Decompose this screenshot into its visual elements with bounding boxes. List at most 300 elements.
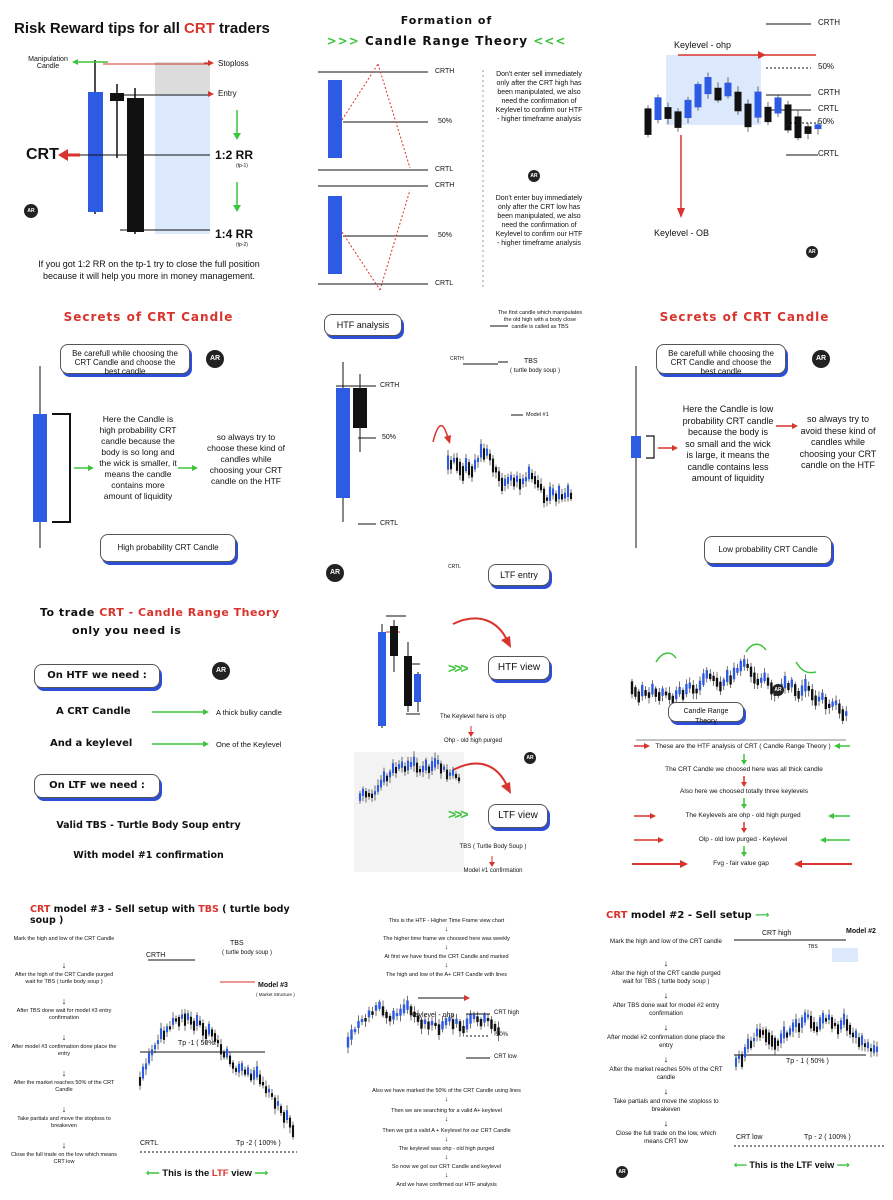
chevrons: >>> (448, 660, 467, 676)
keylevel-ob: Keylevel - OB (654, 228, 710, 238)
candle-body (235, 1068, 237, 1072)
candle-body (226, 1049, 228, 1058)
tp2-label: Tp - 2 ( 100% ) (804, 1134, 851, 1141)
htf-weekly-chart (298, 900, 595, 1200)
candle-body (410, 762, 412, 767)
candle-body (265, 1086, 267, 1093)
candle-body (450, 460, 452, 469)
candle-body (431, 1021, 433, 1025)
crth-label: CRTH (435, 68, 455, 75)
candle-body (403, 1005, 405, 1014)
formation-title-1: Formation of (400, 14, 493, 27)
htf-note: So now we got our CRT Candle and keylevel (391, 1164, 502, 1170)
tbs-sub: ( turtle body soup ) (510, 368, 561, 374)
step-text: After TBS done wait for model #2 entry confirmation (612, 1002, 720, 1017)
buy-note: Don't enter buy immediately only after the CRT low has been manipulated, we also need the confirmation of Keylevel to confirm our HTF - higher timeframe analysis (495, 195, 583, 247)
candle-body (175, 1018, 177, 1021)
candle-body (459, 462, 461, 475)
candle-body (199, 1021, 201, 1025)
candle-body (655, 97, 662, 120)
candle-body (744, 1047, 746, 1057)
candle-body (795, 1019, 797, 1027)
candle-body (675, 111, 682, 127)
candle-body (494, 1024, 496, 1031)
candle-body (561, 494, 563, 499)
keylevel-ohp: Keylevel - ohp (410, 1012, 455, 1019)
candle-body (870, 1048, 872, 1051)
avatar: AR (616, 1166, 628, 1178)
candle-body (434, 1023, 436, 1026)
candle-body (813, 1022, 815, 1031)
candle-body (232, 1062, 234, 1068)
sell-note: Don't enter sell immediately only after the CRT high has been manipulated, we also need the confirmation of Keylevel to confirm our HTF - higher timeframe analysis (495, 71, 583, 123)
candle-body (396, 1013, 398, 1016)
crt-low-label: CRT low (736, 1134, 763, 1141)
candle-body (365, 791, 367, 797)
trade-title-2: only you need is (72, 624, 182, 637)
title-crt: CRT (30, 904, 51, 915)
candle-body (513, 478, 515, 487)
candle-body (223, 1052, 225, 1058)
candle-body (420, 1020, 422, 1029)
candle-body (775, 97, 782, 113)
avatar: AR (206, 350, 224, 368)
candle-body (558, 486, 560, 499)
candle-body (392, 763, 394, 773)
candle-body (193, 1021, 195, 1031)
candle-body (738, 1056, 740, 1059)
candle-body (792, 1023, 794, 1032)
candle-body (434, 758, 436, 767)
htf-note: The keylevel was ohp - old high purged (398, 1146, 495, 1152)
candle-body (564, 493, 566, 499)
candle-body (469, 1014, 471, 1023)
candle-body (522, 478, 524, 484)
candle-body (447, 455, 449, 469)
candle-body (380, 780, 382, 787)
ohp-line1: The Keylevel here is ohp (439, 714, 507, 720)
candle-body (350, 1030, 352, 1040)
step-text: Close the full trade on the low, which means CRT low (615, 1130, 717, 1145)
candle-body (849, 1025, 851, 1034)
candle-body (422, 766, 424, 772)
tbs-note: The first candle which manipulates the old high with a body close candle is called as TBS (497, 310, 583, 330)
keylevel-label: And a keylevel (50, 738, 133, 749)
secrets-title: Secrets of CRT Candle (63, 310, 234, 324)
fifty-label: 50% (438, 232, 453, 239)
candle-body (378, 1002, 380, 1009)
candle-body (274, 1098, 276, 1109)
candle-body (462, 466, 464, 481)
model1-label: Model #1 (526, 412, 549, 418)
candle-body (852, 1033, 854, 1037)
candle-body (395, 767, 397, 773)
title-text: Candle Range Theory (364, 34, 529, 48)
step-text: Mark the high and low of the CRT candle (610, 938, 722, 945)
candle-body (211, 1029, 213, 1036)
candle-body (187, 1013, 189, 1019)
tbs-label: TBS (230, 940, 244, 947)
candle-body (795, 116, 802, 138)
candle-body (480, 1019, 482, 1026)
candle-body (858, 1037, 860, 1047)
candle-body (715, 88, 722, 101)
candle-body (798, 1023, 800, 1032)
candle-body (777, 1041, 779, 1046)
title-part: To trade (40, 606, 100, 619)
candle-body (280, 1106, 282, 1113)
candle-body (361, 1019, 363, 1022)
candle-body (413, 757, 415, 766)
candle-body (292, 1125, 294, 1137)
candle-body (398, 764, 400, 769)
candle-body (756, 1029, 758, 1037)
candle-body (374, 791, 376, 794)
ltf-model-label: Model #1 confirmation (463, 868, 523, 874)
candle-body (705, 77, 712, 94)
fifty-label: 50% (382, 434, 397, 441)
candle-body (780, 1033, 782, 1043)
htf-note: This is the HTF - Higher Time Frame view chart (388, 918, 505, 924)
candle-body (438, 1024, 440, 1035)
crth-label: CRTH (146, 952, 166, 959)
candle-body (425, 760, 427, 771)
candle-body (840, 1020, 842, 1029)
candle-body (864, 1043, 866, 1047)
htf-ltf-view-chart (298, 602, 595, 902)
candle-body (399, 1009, 401, 1016)
candle-body (142, 1067, 144, 1079)
model3-sub: ( Market Structure ) (256, 992, 295, 997)
candle-body (357, 1021, 359, 1028)
tbs-entry-label: Valid TBS - Turtle Body Soup entry (56, 820, 241, 831)
htf-note: Then we are searching for a valid A+ keylevel (391, 1108, 502, 1114)
title-part: model #3 - Sell setup with (50, 904, 199, 915)
candle-body (843, 1014, 845, 1025)
title-part: model #2 - Sell setup (627, 910, 752, 921)
candle-body (685, 100, 692, 118)
candle-body (202, 1023, 204, 1035)
candle-body (169, 1026, 171, 1029)
down-arrow-icon: ↓ (444, 1116, 449, 1123)
title-crt: CRT - Candle Range Theory (99, 606, 280, 619)
panel-keylevel-chart (596, 0, 893, 300)
candle-body (178, 1017, 180, 1026)
htf-need-box: On HTF we need : (34, 664, 160, 688)
crt-label: CRT (26, 146, 59, 163)
candle-body (486, 449, 488, 456)
chevrons: >>> (448, 806, 467, 822)
footer-ltf: LTF (211, 1168, 229, 1179)
down-arrow-icon: ↓ (61, 1032, 67, 1042)
candle-body (220, 1044, 222, 1054)
candle-body (546, 497, 548, 500)
panel-htf-weekly (298, 900, 595, 1200)
thick-label: A thick bulky candle (216, 708, 282, 717)
panel-htf-analysis (298, 302, 595, 602)
high-prob-button[interactable]: High probability CRT Candle (100, 534, 236, 562)
candle-body (443, 767, 445, 770)
candle-body (386, 776, 388, 782)
candle-body (471, 466, 473, 477)
avatar: AR (524, 752, 536, 764)
tp2-label: (tp-2) (236, 242, 248, 248)
candle-body (456, 458, 458, 471)
step-text: Take partials and move the stoploss to breakeven (17, 1116, 111, 1129)
htf-note: Also we have marked the 50% of the CRT Candle using lines (372, 1088, 521, 1094)
candle-body (567, 485, 569, 497)
tp1-label: Tp -1 ( 50% ) (178, 1040, 219, 1047)
candle-body (445, 1018, 447, 1025)
candle-body (822, 1013, 824, 1023)
candle-body (362, 789, 364, 796)
htf-analysis-label: HTF analysis (324, 314, 402, 336)
candle-body (247, 1067, 249, 1074)
ltf-entry-label: LTF entry (488, 564, 550, 586)
candle-body (359, 793, 361, 800)
analysis-line-5: Olp - old low purged - Keylevel (698, 836, 788, 843)
candle-body (229, 1056, 231, 1064)
crtl-small: CRTL (448, 564, 461, 570)
footer-part: This is the (162, 1168, 212, 1179)
arrow-right: ⟶ (755, 910, 770, 921)
tbs-label: TBS (808, 944, 818, 950)
candle-body (389, 772, 391, 778)
candle-body (427, 1022, 429, 1030)
arrow-left: ⟵ (734, 1160, 747, 1170)
fifty-label: 50% (818, 117, 835, 126)
panel-trade-crt (0, 602, 297, 902)
candle-body (371, 794, 373, 798)
candle-body (804, 1012, 806, 1022)
arrow-right: ⟶ (836, 1160, 850, 1170)
candle-body (354, 1029, 356, 1032)
candle-body (181, 1014, 183, 1018)
down-arrow-icon: ↓ (444, 1172, 449, 1179)
candle-body (805, 126, 812, 134)
candle-body (148, 1053, 150, 1063)
candle-body (416, 763, 418, 773)
candle-body (725, 83, 732, 97)
careful-bubble: Be carefull while choosing the CRT Candle and choose the best candle (656, 344, 786, 374)
candle-body (745, 104, 752, 127)
candle-body (455, 774, 457, 778)
candle-body (271, 1093, 273, 1097)
avatar: AR (812, 350, 830, 368)
candle-body (786, 1032, 788, 1037)
candle-body (783, 1027, 785, 1039)
candle-body (466, 1018, 468, 1029)
fifty-label: 50% (496, 1032, 509, 1038)
htf-ltf-chart (298, 302, 595, 602)
crtl-label: CRTL (140, 1140, 159, 1147)
analysis-line-3: Also here we choosed totally three keylevels (680, 788, 808, 795)
candle-body (753, 1038, 755, 1041)
candle-body (695, 84, 702, 107)
candle-body (385, 1012, 387, 1018)
candle-body (452, 770, 454, 776)
careful-bubble: Be carefull while choosing the CRT Candle and choose the best candle (60, 344, 190, 374)
avatar: AR (528, 170, 540, 182)
htf-view-label: HTF view (488, 656, 550, 680)
candle-body (867, 1042, 869, 1048)
candle-body (735, 1058, 737, 1067)
one-keylevel-label: One of the Keylevel (216, 740, 282, 749)
step-text: After TBS done wait for model #3 entry confirmation (16, 1008, 112, 1021)
crt-low-label: CRT low (494, 1054, 517, 1060)
step-text: After the high of the CRT candle purged wait for TBS ( turtle body soup ) (611, 970, 721, 985)
down-arrow-icon: ↓ (444, 944, 449, 951)
candle-body (375, 1005, 377, 1010)
model1-confirm-label: With model #1 confirmation (73, 850, 224, 861)
candle-body (807, 1014, 809, 1017)
candle-body (483, 1014, 485, 1022)
candle-body (490, 1019, 492, 1029)
candle-body (419, 769, 421, 772)
candle-body (540, 484, 542, 490)
candle-body (377, 785, 379, 792)
chevrons-right: <<< (533, 34, 567, 48)
candle-body (157, 1040, 159, 1044)
title-tbs: TBS (198, 904, 219, 915)
candle-body (151, 1049, 153, 1055)
candle-body (371, 1011, 373, 1015)
down-arrow-icon: ↓ (444, 926, 449, 933)
candle-body (570, 493, 572, 499)
candle-body (747, 1039, 749, 1049)
avatar: AR (772, 684, 784, 696)
keylevel-chart (596, 0, 893, 300)
down-arrow-icon: ↓ (663, 1118, 669, 1128)
manip-label: Manipulation Candle (28, 56, 68, 70)
high-advice: so always try to choose these kind of candles while choosing your CRT candle on the HTF (207, 432, 285, 486)
fifty-label: 50% (438, 118, 453, 125)
candle-body (431, 761, 433, 771)
candle-body (441, 1021, 443, 1029)
candle-body (504, 479, 506, 486)
candle-body (834, 1023, 836, 1026)
candle-body (286, 1110, 288, 1120)
candle-body (645, 108, 652, 135)
candle-body (468, 462, 470, 475)
candle-body (873, 1045, 875, 1053)
candle-body (437, 760, 439, 764)
candle-body (810, 1016, 812, 1028)
model2-label: Model #2 (846, 928, 876, 935)
candle-body (262, 1082, 264, 1085)
candle-body (501, 478, 503, 491)
candle-body (528, 467, 530, 480)
ltf-tbs-label: TBS ( Turtle Body Soup ) (459, 844, 527, 850)
keylevel-ohp: Keylevel - ohp (674, 40, 732, 50)
candle-body (489, 454, 491, 461)
candle-body (473, 1014, 475, 1019)
candle-body (516, 476, 518, 482)
candle-body (459, 1021, 461, 1031)
candle-body (477, 458, 479, 462)
candle-body (476, 1016, 478, 1022)
title-part: traders (214, 20, 270, 37)
down-arrow-icon: ↓ (663, 1022, 669, 1032)
tp1-label: Tp - 1 ( 50% ) (786, 1058, 829, 1065)
candle-body (347, 1037, 349, 1048)
candle-body (741, 1054, 743, 1067)
down-arrow-icon: ↓ (663, 1054, 669, 1064)
candle-body (855, 1031, 857, 1038)
candle-body (510, 475, 512, 480)
candle-body (154, 1045, 156, 1049)
candle-body (861, 1036, 863, 1046)
candle-body (383, 771, 385, 782)
tp2-label: Tp -2 ( 100% ) (236, 1140, 281, 1147)
candle-body (735, 92, 742, 112)
rr1-label: 1:2 RR (215, 148, 254, 162)
crt-high-label: CRT high (762, 930, 792, 937)
chevrons-left: >>> (326, 34, 360, 48)
analysis-line-2: The CRT Candle we choosed here was all thick candle (665, 766, 823, 773)
step-text: Mark the high and low of the CRT Candle (13, 936, 115, 942)
title-part: ( turtle body soup ) (30, 904, 290, 926)
candle-body (407, 761, 409, 771)
candle-body (401, 762, 403, 768)
candle-body (449, 772, 451, 775)
candle-body (507, 477, 509, 484)
candle-body (819, 1017, 821, 1029)
step-text: After model #2 confirmation done place the entry (607, 1034, 725, 1049)
avatar: AR (212, 662, 230, 680)
footer-part: view (228, 1168, 252, 1179)
panel-model3 (0, 900, 297, 1200)
candle-body (837, 1024, 839, 1034)
model3-label: Model #3 (258, 982, 288, 989)
candle-body (816, 1026, 818, 1032)
htf-note: And we have confirmed our HTF analysis (396, 1182, 497, 1188)
step-text: Take partials and move the stoploss to breakeven (613, 1098, 719, 1113)
candle-body (789, 1028, 791, 1035)
crth-small: CRTH (450, 356, 464, 362)
candle-body (277, 1101, 279, 1106)
formation-diagram (298, 0, 595, 300)
step-text: After the market reaches 50% of the CRT Candle (13, 1080, 115, 1093)
candle-body (196, 1015, 198, 1026)
title-crt: CRT (606, 910, 628, 921)
ltf-view-label: LTF view (488, 804, 548, 828)
candle-body (771, 1035, 773, 1046)
candle-body (250, 1074, 252, 1081)
candle-body (184, 1014, 186, 1026)
step-text: Close the full trade on the low which means CRT low (10, 1152, 118, 1165)
candle-body (498, 471, 500, 481)
candle-body (190, 1017, 192, 1025)
candle-body (283, 1112, 285, 1123)
candle-body (665, 107, 672, 119)
analysis-line-1: These are the HTF analysis of CRT ( Candle Range Theory ) (655, 743, 831, 750)
down-arrow-icon: ↓ (663, 1086, 669, 1096)
candle-body (480, 444, 482, 458)
crt-high-label: CRT high (494, 1010, 520, 1016)
htf-note: At first we have found the CRT Candle and marked (384, 954, 509, 960)
candle-body (831, 1017, 833, 1029)
low-prob-button[interactable]: Low probability CRT Candle (704, 536, 832, 564)
avatar: AR (24, 204, 38, 218)
arrow-left: ⟵ (146, 1168, 160, 1179)
stoploss-label: Stoploss (218, 59, 249, 68)
arrow-right: ⟶ (254, 1168, 269, 1179)
candle-body (172, 1018, 174, 1025)
crth-label: CRTH (818, 18, 841, 27)
candle-body (825, 1018, 827, 1021)
candle-body (205, 1030, 207, 1040)
